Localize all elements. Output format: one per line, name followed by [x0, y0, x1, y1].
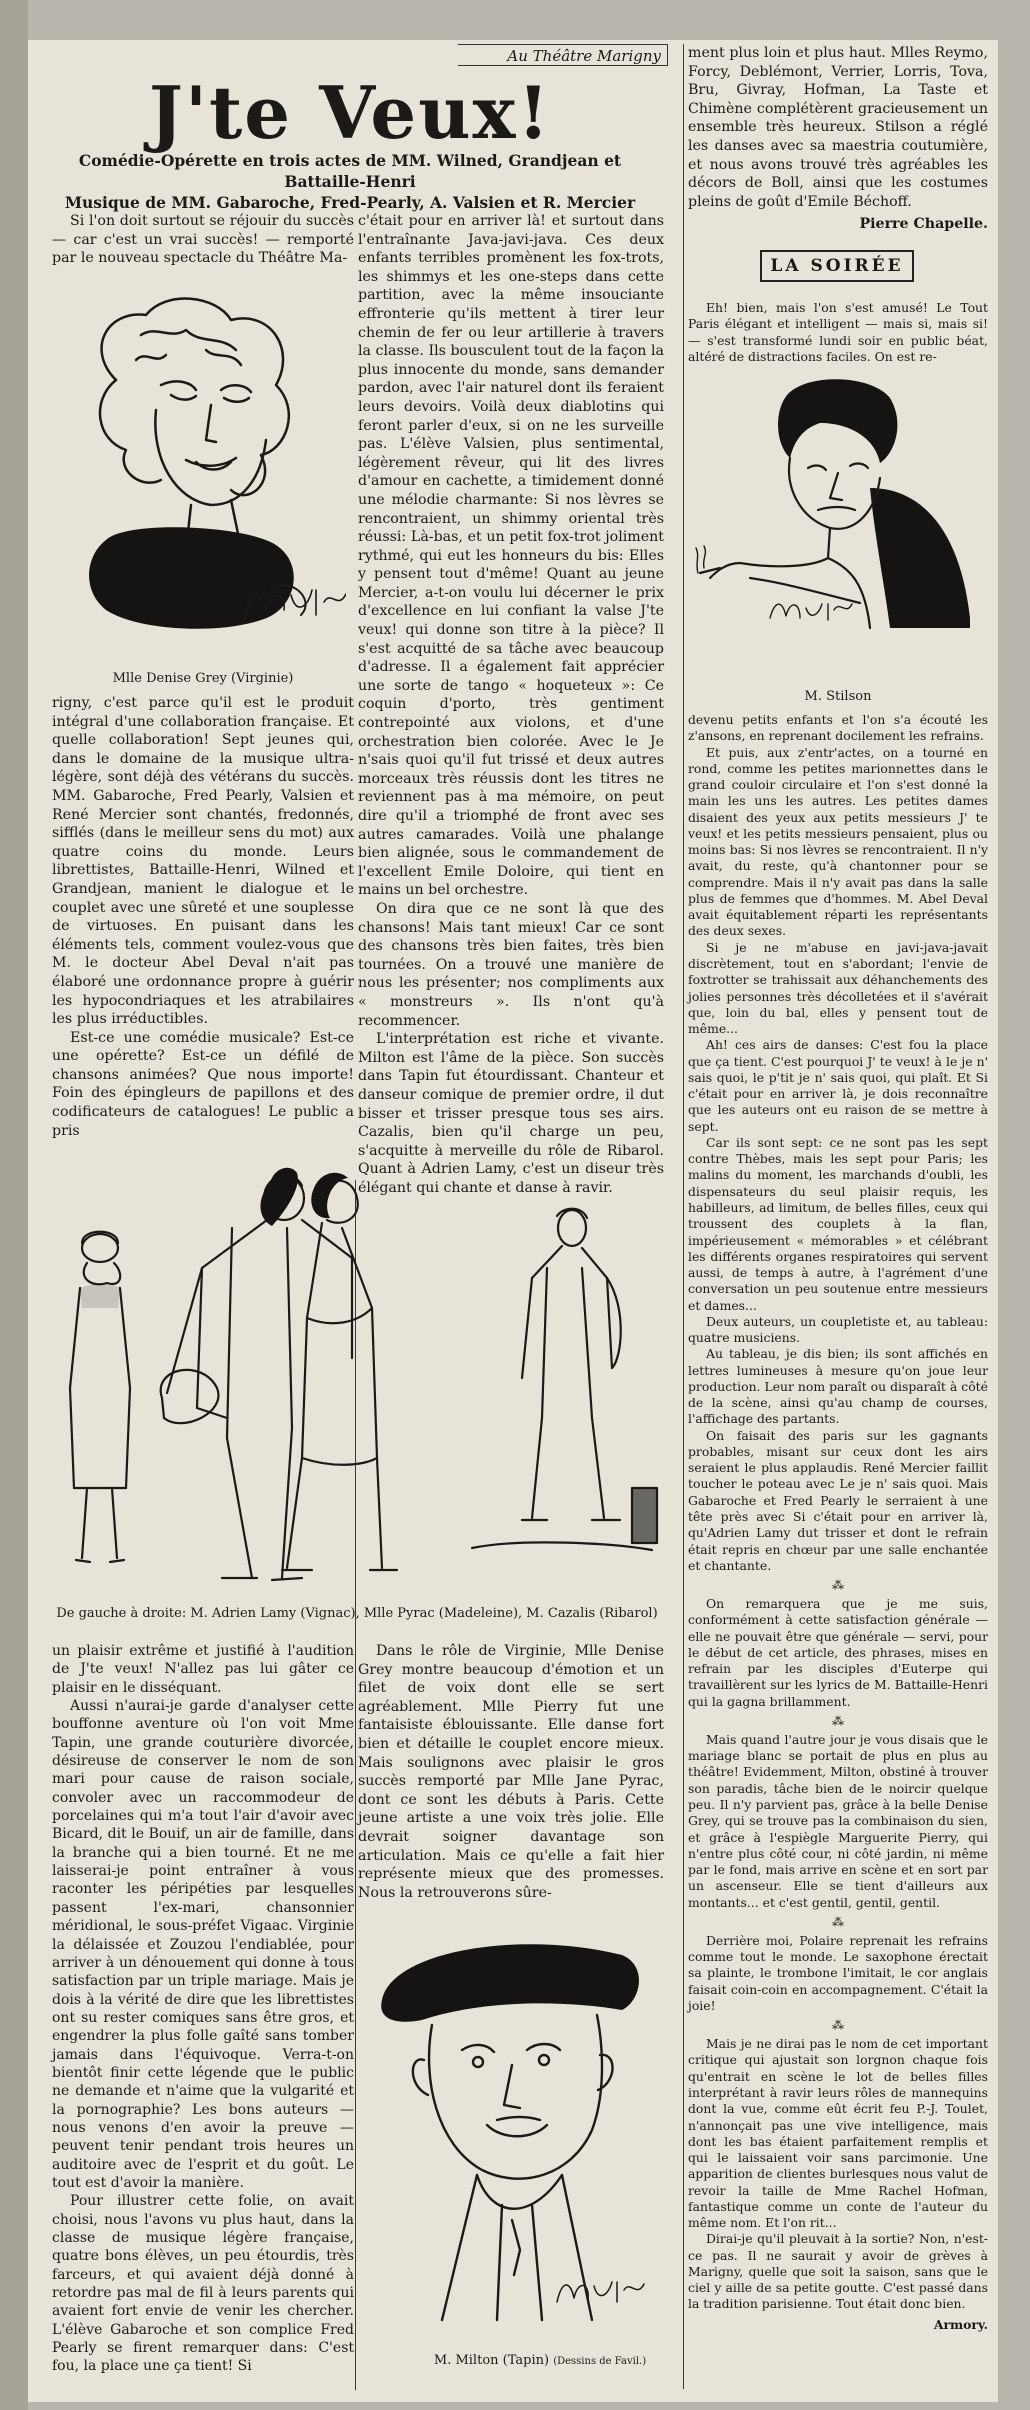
column-left-mid: [52, 694, 354, 1140]
paragraph: Si je ne m'abuse en javi-java-javait discrètement, tout en s'abordant; l'envie de foxtrotter se trahissait aux déhanchements des jolies personnes très décolletées et il s'avérait que, loin du bal, elles y pensent tout de même...: [688, 939, 988, 1037]
paragraph: On dira que ce ne sont là que des chansons! Mais tant mieux! Car ce sont des chansons très bien faites, très bien tournées. On a trouvé une manière de nous les présenter; nos compliments aux « monstreurs ». Ils n'ont qu'à recommencer.: [358, 900, 664, 1029]
paragraph: Ah! ces airs de danses: C'est fou la place que ça tient. C'est pourquoi J' te veux! à le je n' sais quoi, le p'tit je n' sais quoi, qui plaît. Et Si c'était pour en arriver là, je dois reconnaître que les auteurs ont eu raison de se mettre à sept.: [688, 1037, 988, 1134]
paragraph: Mais je ne dirai pas le nom de cet important critique qui ajustait son lorgnon chaque fois qu'entrait en scène le lot de belles filles interprétant à ravir leurs rôles de mannequins dont la vue, comme eût écrit feu P.-J. Toulet, n'annonçait pas une vive intelligence, mais dont les bas étaient parfaitement remplis et qui le laissaient voir sans parcimonie. Une apparition de clientes burlesques nous valut de revoir la taille de Mme Rachel Hofman, fantastique comme un conte de l'auteur du même nom. Et l'on rit...: [688, 2036, 988, 2231]
paragraph: Pour illustrer cette folie, on avait choisi, nous l'avons vu plus haut, dans la classe de musique légère française, quatre bons élèves, un peu étourdis, très farceurs, et qui avaient déjà donné à retordre pas mal de fil à leurs parents qui avaient fort envie de venir les chercher. L'élève Gabaroche et son complice Fred Pearly se firent remarquer dans: C'est fou, la place une ça tient! Si: [52, 2193, 354, 2375]
paragraph: devenu petits enfants et l'on s'a écouté les z'ansons, en reprenant docilement les refrains.: [688, 712, 988, 744]
paragraph: Est-ce une comédie musicale? Est-ce une opérette? Est-ce un défilé de chansons animées? Que nous importe! Foin des épingleurs de papillons et des codificateurs de catalogues! Le public a pris: [52, 1029, 354, 1139]
paragraph: Au tableau, je dis bien; ils sont affichés en lettres lumineuses à mesure qu'on joue leur production. Leur nom paraît ou disparaît à côté de la scène, ainsi qu'au champ de courses, l'affichage des partants.: [688, 1346, 988, 1427]
paragraph: Aussi n'aurai-je garde d'analyser cette bouffonne aventure où l'on voit Mme Tapin, une grande couturière divorcée, désireuse de conserver le nom de son mari pour cause de raison sociale, convoler avec un raccommodeur de porcelaines qui m'a tout l'air d'avoir avec Bicard, dit le Bouif, un air de famille, dans la branche qui a bien tourné. Et ne me laisserai-je point entraîner à vous raconter les péripéties par lesquelles passent l'ex-mari, chansonnier méridional, le sous-préfet Vigaac. Virginie la délaissée et Zouzou l'endiablée, pour arriver à un dénouement qui donne à tous satisfaction par un triple mariage. Mais je dois à la vérité de dire que les librettistes ont su rester comiques sans être gros, et engendrer la plus folle gaîté sans tomber jamais dans l'équivoque. Verra-t-on bientôt finir cette légende que le public ne demande et n'aime que la vulgarité et la pornographie? Les bons auteurs — nous venons d'en avoir la preuve — peuvent tenir pendant trois heures un auditoire avec de l'esprit et du goût. Le tout est d'avoir la manière.: [52, 1698, 354, 2191]
paragraph: Car ils sont sept: ce ne sont pas les sept contre Thèbes, mais les sept pour Paris; les malins du moment, les marchands d'oubli, les dispensateurs du seul plaisir requis, les habilleurs, ad limitum, de belles filles, ceux qui troussent des couplets à la flan, impérieusement « mémorables » et célébrant les différents organes respiratoires qui servent aussi, de temps à autre, à l'agrément d'une conversation un peu soutenue entre messieurs et dames...: [688, 1134, 988, 1313]
article-title: J'te Veux!: [148, 70, 552, 155]
portrait-milton: [362, 1930, 662, 2330]
caption-milton: [410, 2352, 670, 2370]
column-middle-bottom: [358, 1642, 664, 1902]
portrait-stilson: [690, 368, 990, 668]
paragraph: ment plus loin et plus haut. Mlles Reymo, Forcy, Deblémont, Verrier, Lorris, Tova, Bru, Givray, Hofman, La Taste et Chimène complétèrent gracieusement un ensemble très heureux. Stilson a réglé les danses avec sa maestria coutumière, et nous avons trouvé très agréables les décors de Boll, ainsi que les costumes pleins de goût d'Emile Béchoff.: [688, 45, 988, 210]
article-subtitle: [40, 150, 660, 213]
portrait-denise-grey: [46, 290, 346, 660]
column-right-body: [688, 712, 988, 2333]
caption-denise-grey: Mlle Denise Grey (Virginie): [112, 671, 294, 686]
section-header: Au Théâtre Marigny: [458, 44, 668, 66]
paragraph: Dans le rôle de Virginie, Mlle Denise Grey montre beaucoup d'émotion et un filet de voix dont elle se sert agréablement. Mlle Pierry fut une fantaisiste éblouissante. Elle danse fort bien et détaille le couplet encore mieux. Mais soulignons avec plaisir le gros succès remporté par Mlle Jane Pyrac, dont ce sont les débuts à Paris. Cette jeune artiste a une voix très jolie. Elle devrait soigner davantage son articulation. Mais ce qu'elle a fait hier représente mieux que des promesses. Nous la retrouverons sûre-: [358, 1643, 664, 1901]
author-signature: Pierre Chapelle.: [859, 216, 988, 233]
asterism-icon: ⁂: [832, 1713, 844, 1728]
paragraph: L'interprétation est riche et vivante. Milton est l'âme de la pièce. Son succès dans Tapin fut étourdissant. Chanteur et danseur comique de premier ordre, il dut bisser et trisser presque tous ses airs. Cazalis, bien qu'il charge un peu, s'acquitte à merveille du rôle de Ribarol. Quant à Adrien Lamy, c'est un diseur très élégant qui chante et danse à ravir.: [358, 1031, 664, 1196]
paragraph: un plaisir extrême et justifié à l'audition de J'te veux! N'allez pas lui gâter ce plaisir en le disséquant.: [52, 1643, 354, 1696]
illustration-group: [52, 1158, 662, 1598]
section-title: LA SOIRÉE: [760, 250, 914, 282]
paragraph: c'était pour en arriver là! et surtout dans l'entraînante Java-javi-java. Ces deux enfants terribles promènent les fox-trots, les shimmys et les one-steps dans cette partition, avec la même insouciante effronterie qu'ils mettent à tirer leur chemin de fer ou leur artillerie à travers la classe. Ils bousculent tout de la façon la plus innocente du monde, sans demander pardon, avec l'air naturel dont ils feraient leurs devoirs. Voilà deux diablotins qui feront parler d'eux, si on ne les surveille pas. L'élève Valsien, plus sentimental, légèrement rêveur, qui lit des livres d'amour en cachette, a timidement donné une mélodie charmante: Si nos lèvres se rencontraient, un shimmy oriental très réussi: Là-bas, et un petit fox-trot joliment rythmé, qui eut les honneurs du bis: Elles y pensent tout d'même! Quant au jeune Mercier, a-t-on voulu lui décerner le prix d'excellence en lui confiant la valse J'te veux! qui donne son titre à la pièce? Il s'est acquitté de sa tâche avec beaucoup d'adresse. Il a également fait apprécier une sorte de tango « hoqueteux »: Ce coquin d'porto, très gentiment contrepointé aux violons, et d'une orchestration bien colorée. Avec le Je n'sais quoi qu'il fut trissé et deux autres morceaux très réussis dont les titres ne reviennent pas à ma mémoire, on peut dire qu'il a triomphé de front avec ses autres camarades. Voilà une phalange bien alignée, sous le commandement de l'excellent Emile Doloire, qui tient en mains un bel orchestre.: [358, 213, 664, 899]
caption-milton-name: M. Milton (Tapin): [433, 2353, 550, 2368]
subtitle-composers: Musique de MM. Gabaroche, Fred-Pearly, A. Valsien et R. Mercier: [64, 193, 636, 212]
column-left-top: [52, 212, 354, 268]
column-middle-top: [358, 212, 664, 1197]
subtitle-authors: Comédie-Opérette en trois actes de MM. Wilned, Grandjean et Battaille-Henri: [78, 151, 622, 191]
column-divider: [683, 44, 684, 2389]
column-right-top: [688, 44, 988, 234]
paragraph: Eh! bien, mais l'on s'est amusé! Le Tout Paris élégant et intelligent — mais si, mais si! — s'est transformé lundi soir en public béat, altéré de distractions faciles. On est re-: [688, 300, 988, 364]
paragraph: Si l'on doit surtout se réjouir du succès — car c'est un vrai succès! — remporté par le nouveau spectacle du Théâtre Ma-: [52, 213, 354, 267]
author-signature: Armory.: [933, 2316, 988, 2332]
asterism-icon: ⁂: [832, 1914, 844, 1929]
asterism-icon: ⁂: [832, 2018, 844, 2033]
paragraph: Deux auteurs, un coupletiste et, au tableau: quatre musiciens.: [688, 1313, 988, 1346]
paragraph: Mais quand l'autre jour je vous disais que le mariage blanc se portait de plus en plus au théâtre! Evidemment, Milton, obstiné à trouver son paradis, tâche bien de le noircir quelque peu. Il n'y parvient pas, grâce à la belle Denise Grey, qui se trouve pas la combinaison du sien, et grâce à l'espiègle Marguerite Pierry, qui n'entre plus côté cour, ni côté jardin, ni même par le fond, mais arrive en scène et en sort par un ascenseur. Elle se tient d'ailleurs aux montants... et c'est gentil, gentil, gentil.: [688, 1731, 988, 1910]
paragraph: Dirai-je qu'il pleuvait à la sortie? Non, n'est-ce pas. Il ne saurait y avoir de grèves à Marigny, quelle que soit la saison, sans que le ciel y aille de sa petite goutte. C'est passé dans la tradition parisienne. Tout était donc bien.: [688, 2231, 988, 2312]
caption-group: De gauche à droite: M. Adrien Lamy (Vignac), Mlle Pyrac (Madeleine), M. Cazalis (Ribarol): [56, 1606, 658, 1621]
page-edge: [0, 0, 28, 2410]
column-right-intro: [688, 300, 988, 365]
asterism-icon: ⁂: [832, 1578, 844, 1593]
caption-stilson: M. Stilson: [804, 689, 872, 704]
paragraph: Et puis, aux z'entr'actes, on a tourné en rond, comme les petites marionnettes dans le grand couloir circulaire et l'on s'est donné la main les uns les autres. Les petites dames disaient des yeux aux petits messieurs J' te veux! et les petits messieurs pensaient, plus ou moins bas: Si nos lèvres se rencontraient. Il n'y avait, du reste, qu'à chantonner pour se comprendre. Mais il n'y avait pas dans la salle plus de femmes que d'hommes. M. Abel Deval avait équitablement réparti les représentants des deux sexes.: [688, 744, 988, 939]
column-left-bottom: [52, 1642, 354, 2376]
paragraph: Derrière moi, Polaire reprenait les refrains comme tout le monde. Le saxophone érectait sa plainte, le trombone l'imitait, le cor anglais faisait coin-coin en accompagnement. C'était la joie!: [688, 1932, 988, 2013]
paragraph: rigny, c'est parce qu'il est le produit intégral d'une collaboration française. Et quelle collaboration! Sept jeunes qui, dans le domaine de la musique ultra-légère, sont déjà des vétérans du succès. MM. Gabaroche, Fred Pearly, Valsien et René Mercier sont chantés, fredonnés, sifflés (dans le meilleur sens du mot) aux quatre coins du monde. Leurs librettistes, Battaille-Henri, Wilned et Grandjean, manient le dialogue et le couplet avec une sûreté et une souplesse de virtuoses. En puisant dans les éléments tels, comment voulez-vous que M. le docteur Abel Deval n'ait pas élaboré une ordonnance propre à guérir les hypocondriaques et les atrabilaires les plus irréductibles.: [52, 695, 354, 1028]
paragraph: On remarquera que je me suis, conformément à cette satisfaction générale — elle ne pouvait être que générale — servi, pour le début de cet article, des phrases, mises en refrain par les disciples d'Euterpe qui travaillèrent sur les lyrics de M. Battaille-Henri qui la gagna brillamment.: [688, 1596, 988, 1709]
paragraph: On faisait des paris sur les gagnants probables, misant sur ceux dont les airs seraient le plus applaudis. René Mercier faillit toucher le poteau avec Le je n' sais quoi. Mais Gabaroche et Fred Pearly le serraient à une tête près avec Si c'était pour en arriver là, qu'Adrien Lamy dut trisser et dont le refrain était repris en chœur par une salle enchantée et chantante.: [688, 1427, 988, 1573]
caption-credit: (Dessins de Favil.): [553, 2356, 647, 2367]
